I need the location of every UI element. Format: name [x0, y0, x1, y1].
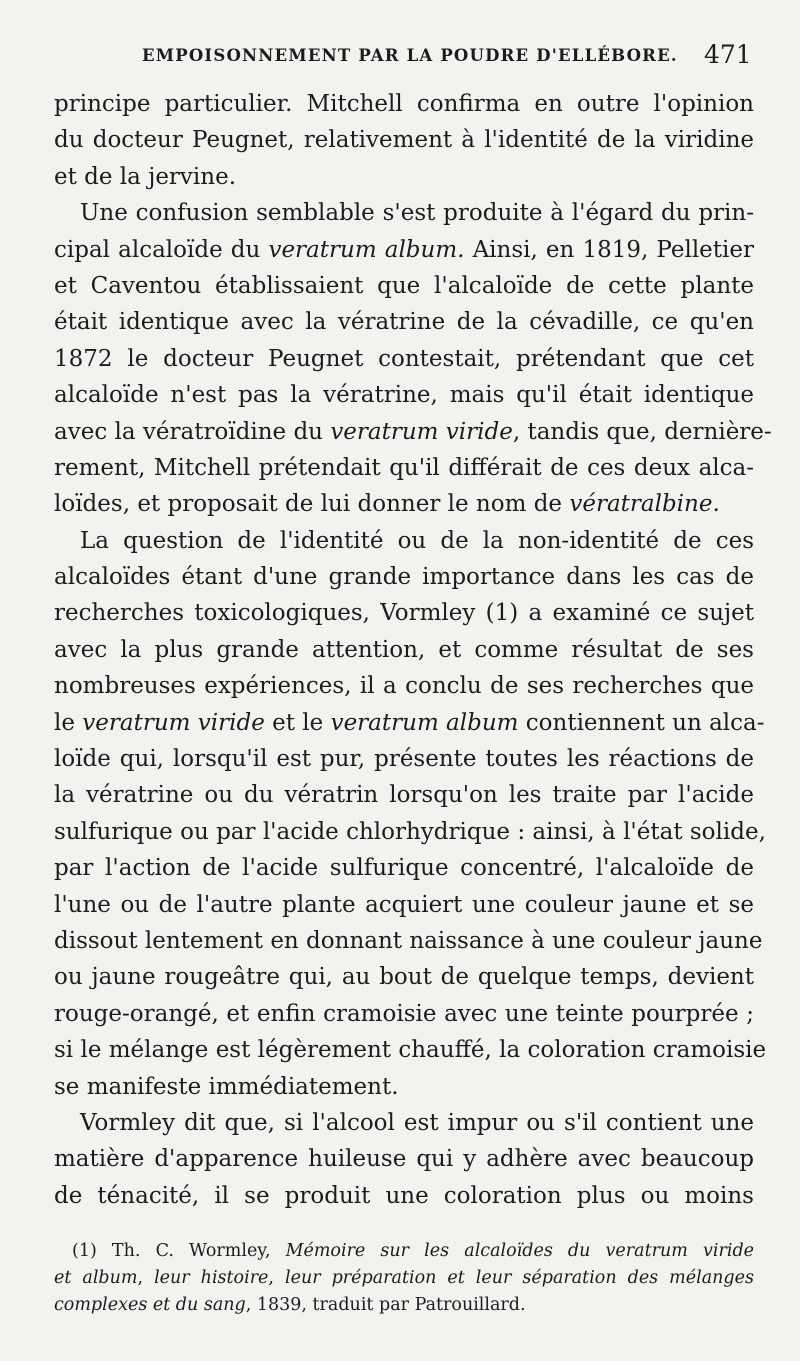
text-run: ou jaune rougeâtre qui, au bout de quelque temps, devient: [54, 964, 754, 991]
text-line: [54, 304, 754, 340]
text-run: alcaloïdes étant d'une grande importance dans les cas de: [54, 564, 754, 591]
text-line: [54, 1032, 767, 1068]
body-text: [54, 86, 772, 1214]
italic-text: veratrum album: [330, 709, 519, 736]
text-run: ,: [268, 1268, 285, 1288]
text-line: [54, 523, 754, 559]
text-run: recherches toxicologiques, Vormley (1) a examiné ce sujet: [54, 600, 754, 627]
text-run: et le: [264, 709, 331, 736]
text-run: et Caventou établissaient que l'alcaloïde de cette plante: [54, 272, 754, 299]
italic-text: veratrum viride: [82, 709, 265, 736]
text-line: [54, 814, 766, 850]
text-run: avec la plus grande attention, et comme résultat de ses: [54, 636, 754, 663]
text-run: par l'action de l'acide sulfurique concentré, l'alcaloïde de: [54, 855, 754, 882]
text-run: loïde qui, lorsqu'il est pur, présente toutes les réactions de: [54, 746, 754, 773]
italic-text: veratrum album.: [268, 236, 465, 263]
text-line: [54, 668, 754, 704]
text-run: le: [54, 709, 83, 736]
text-line: [54, 268, 754, 304]
text-line: [54, 450, 754, 486]
text-run: La question de l'identité ou de la non-identité de ces: [80, 527, 754, 554]
text-run: ,: [137, 1268, 155, 1288]
text-run: alcaloïde n'est pas la vératrine, mais qu'il était identique: [54, 382, 754, 409]
text-line: [54, 996, 754, 1032]
footnote: [54, 1238, 754, 1319]
text-line: [54, 777, 754, 813]
text-run: loïdes, et proposait de lui donner le nom de: [54, 491, 570, 518]
text-line: [54, 1069, 754, 1105]
text-line: [54, 705, 765, 741]
text-run: cipal alcaloïde du: [54, 236, 269, 263]
text-run: matière d'apparence huileuse qui y adhère avec beaucoup: [54, 1146, 754, 1173]
italic-text: veratrum viride: [330, 418, 513, 445]
text-line: [54, 923, 763, 959]
footnote-line: [54, 1265, 754, 1292]
text-run: Vormley dit que, si l'alcool est impur ou s'il contient une: [80, 1109, 754, 1136]
text-line: [54, 959, 754, 995]
italic-text: leur préparation et leur séparation des mélanges: [285, 1268, 754, 1288]
text-run: dissout lentement en donnant naissance à une couleur jaune: [54, 927, 763, 954]
text-run: la vératrine ou du vératrin lorsqu'on les traite par l'acide: [54, 782, 754, 809]
italic-text: complexes et du sang: [54, 1295, 246, 1315]
italic-text: vératralbine.: [569, 491, 720, 518]
text-run: , tandis que, dernière-: [512, 418, 772, 445]
text-line: [54, 86, 754, 122]
text-line: [54, 341, 754, 377]
page-number: 471: [704, 40, 752, 69]
text-run: principe particulier. Mitchell confirma en outre l'opinion: [54, 91, 754, 117]
text-run: (1) Th. C. Wormley,: [72, 1241, 286, 1261]
text-line: [54, 1141, 754, 1177]
running-header: [0, 38, 800, 78]
text-run: du docteur Peugnet, relativement à l'identité de la viridine: [54, 127, 754, 154]
text-run: Une confusion semblable s'est produite à l'égard du prin-: [80, 200, 754, 227]
footnote-line: [54, 1292, 754, 1319]
text-run: si le mélange est légèrement chauffé, la coloration cramoisie: [54, 1037, 767, 1064]
text-line: [54, 559, 754, 595]
text-run: et de la jervine.: [54, 163, 237, 190]
text-run: sulfurique ou par l'acide chlorhydrique : ainsi, à l'état solide,: [54, 818, 766, 845]
text-line: [54, 850, 754, 886]
text-line: [54, 195, 754, 231]
text-line: [54, 741, 754, 777]
text-run: l'une ou de l'autre plante acquiert une couleur jaune et se: [54, 891, 754, 918]
text-run: contiennent un alca-: [518, 709, 765, 736]
italic-text: Mémoire sur les alcaloïdes du veratrum viride: [285, 1241, 754, 1261]
text-run: , 1839, traduit par Patrouillard.: [245, 1295, 526, 1315]
italic-text: leur histoire: [154, 1268, 269, 1288]
text-line: [54, 414, 772, 450]
text-run: était identique avec la vératrine de la cévadille, ce qu'en: [54, 309, 754, 336]
text-line: [54, 232, 754, 268]
text-line: [54, 887, 754, 923]
text-line: [54, 377, 754, 413]
text-run: nombreuses expériences, il a conclu de ses recherches que: [54, 673, 754, 700]
running-title: EMPOISONNEMENT PAR LA POUDRE D'ELLÉBORE.: [142, 46, 678, 65]
italic-text: et album: [54, 1268, 138, 1288]
text-run: Ainsi, en 1819, Pelletier: [464, 236, 754, 263]
text-line: [54, 122, 754, 158]
text-line: [54, 159, 754, 195]
text-line: [54, 486, 754, 522]
text-run: rouge-orangé, et enfin cramoisie avec une teinte pourprée ;: [54, 1000, 754, 1027]
text-line: [54, 595, 754, 631]
text-line: [54, 632, 754, 668]
text-run: 1872 le docteur Peugnet contestait, prétendant que cet: [54, 345, 754, 372]
text-run: avec la vératroïdine du: [54, 418, 331, 445]
text-line: [54, 1105, 754, 1141]
footnote-line: [54, 1238, 754, 1265]
text-run: rement, Mitchell prétendait qu'il différait de ces deux alca-: [54, 454, 754, 481]
text-line: [54, 1178, 754, 1214]
text-run: se manifeste immédiatement.: [54, 1073, 399, 1100]
text-run: de ténacité, il se produit une coloration plus ou moins: [54, 1182, 754, 1209]
